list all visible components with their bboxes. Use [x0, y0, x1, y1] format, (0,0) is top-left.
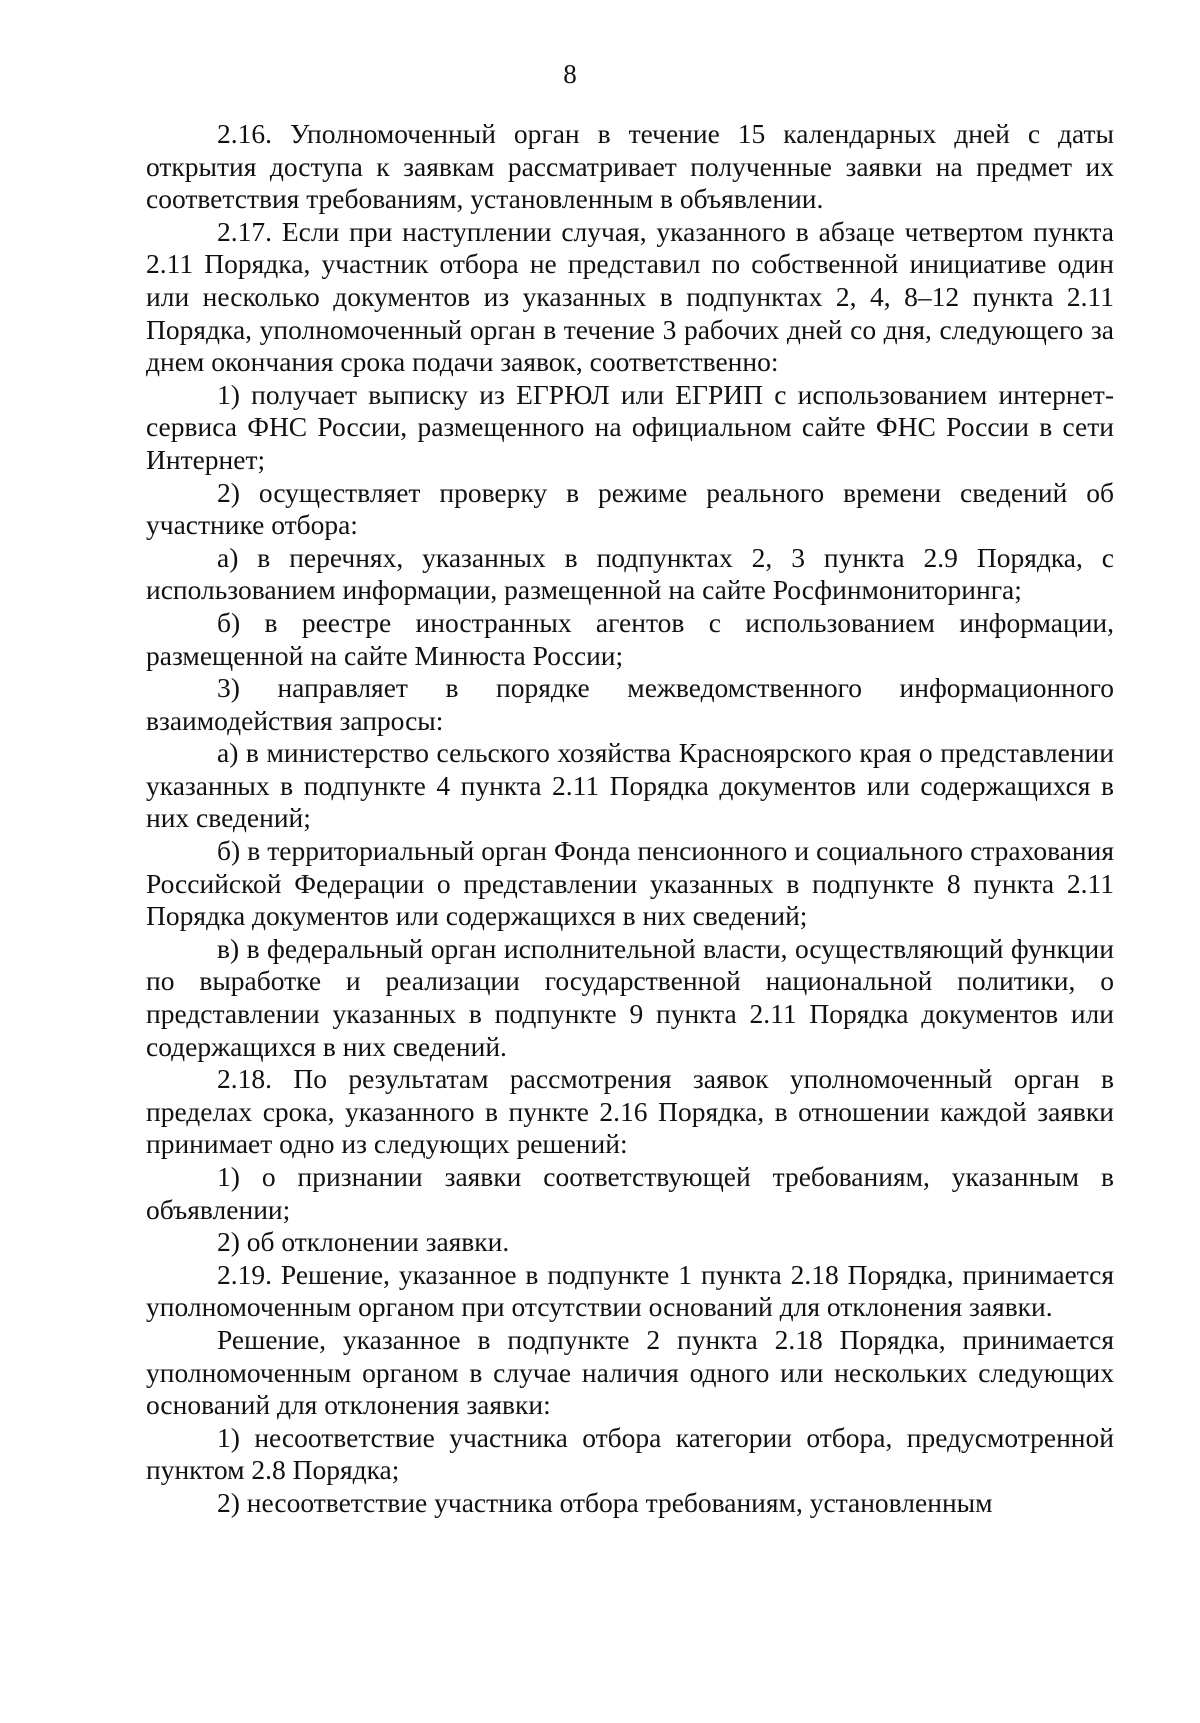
paragraph-2-18-item-2: 2) об отклонении заявки.: [217, 1226, 510, 1258]
paragraph-2-17-item-2b: б) в реестре иностранных агентов с использованием информации, размещенной на сайте Минюста России;: [146, 606, 1114, 671]
paragraph-2-16: 2.16. Уполномоченный орган в течение 15 календарных дней с даты открытия доступа к заявкам рассматривает полученные заявки на предмет их соответствия требованиям, установленным в объявлении.: [146, 118, 1114, 215]
paragraph-2-17-item-2a: а) в перечнях, указанных в подпунктах 2, 3 пункта 2.9 Порядка, с использованием информации, размещенной на сайте Росфинмониторинга;: [146, 541, 1114, 606]
paragraph-2-17-item-3a: а) в министерство сельского хозяйства Красноярского края о представлении указанных в подпункте 4 пункта 2.11 Порядка документов или содержащихся в них сведений;: [146, 737, 1114, 834]
page-number: 8: [563, 59, 577, 89]
paragraph-2-17: 2.17. Если при наступлении случая, указанного в абзаце четвертом пункта 2.11 Порядка, участник отбора не представил по собственной инициативе один или несколько документов из указанных в подпунктах 2, 4, 8–12 пункта 2.11 Порядка, уполномоченный орган в течение 3 рабочих дней со дня, следующего за днем окончания срока подачи заявок, соответственно:: [146, 215, 1114, 378]
paragraph-2-19: 2.19. Решение, указанное в подпункте 1 пункта 2.18 Порядка, принимается уполномоченным органом при отсутствии оснований для отклонения заявки.: [146, 1258, 1114, 1323]
paragraph-2-19-part-2: Решение, указанное в подпункте 2 пункта 2.18 Порядка, принимается уполномоченным органом в случае наличия одного или нескольких следующих оснований для отклонения заявки:: [146, 1323, 1114, 1421]
paragraph-2-18: 2.18. По результатам рассмотрения заявок уполномоченный орган в пределах срока, указанного в пункте 2.16 Порядка, в отношении каждой заявки принимает одно из следующих решений:: [146, 1063, 1114, 1160]
paragraph-2-19-item-2: 2) несоответствие участника отбора требованиям, установленным: [217, 1486, 993, 1518]
paragraph-2-17-item-1: 1) получает выписку из ЕГРЮЛ или ЕГРИП с использованием интернет-сервиса ФНС России, размещенного на официальном сайте ФНС России в сети Интернет;: [146, 378, 1114, 475]
paragraph-2-17-item-3: 3) направляет в порядке межведомственного информационного взаимодействия запросы:: [146, 672, 1114, 736]
paragraph-2-18-item-1: 1) о признании заявки соответствующей требованиям, указанным в объявлении;: [146, 1161, 1114, 1225]
paragraph-2-17-item-3c: в) в федеральный орган исполнительной власти, осуществляющий функции по выработке и реализации государственной национальной политики, о представлении указанных в подпункте 9 пункта 2.11 Порядка документов или содержащихся в них сведений.: [146, 932, 1114, 1062]
paragraph-2-17-item-2: 2) осуществляет проверку в режиме реального времени сведений об участнике отбора:: [146, 476, 1114, 541]
paragraph-2-17-item-3b: б) в территориальный орган Фонда пенсионного и социального страхования Российской Федерации о представлении указанных в подпункте 8 пункта 2.11 Порядка документов или содержащихся в них сведений;: [146, 835, 1114, 932]
document-body: [146, 118, 1114, 1520]
paragraph-2-19-item-1: 1) несоответствие участника отбора категории отбора, предусмотренной пунктом 2.8 Порядка;: [146, 1421, 1114, 1486]
